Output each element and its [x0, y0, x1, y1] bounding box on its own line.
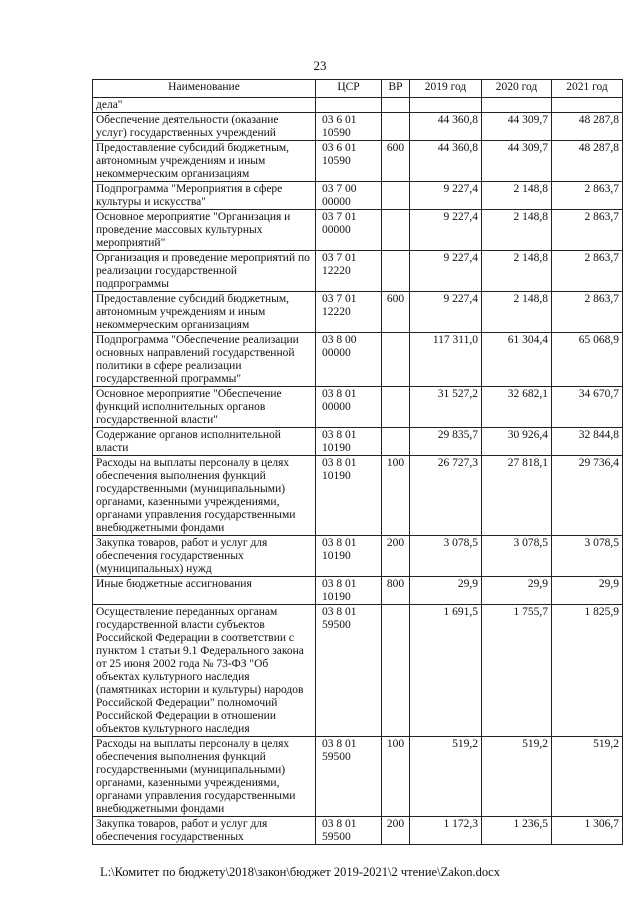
cell-csr: 03 8 00 00000 [316, 333, 382, 387]
cell-2020: 29,9 [482, 577, 552, 605]
table-row [93, 333, 623, 387]
cell-name: Закупка товаров, работ и услуг для обеспечения государственных [93, 817, 316, 845]
cell-vr: 200 [382, 536, 410, 577]
header-2021: 2021 год [552, 80, 623, 98]
cell-name: Содержание органов исполнительной власти [93, 428, 316, 456]
cell-name: Обеспечение деятельности (оказание услуг) государственных учреждений [93, 113, 316, 141]
cell-2019: 29 835,7 [410, 428, 482, 456]
cell-name: Основное мероприятие "Обеспечение функций исполнительных органов государственной власти" [93, 387, 316, 428]
header-2020: 2020 год [482, 80, 552, 98]
cell-2021: 48 287,8 [552, 113, 623, 141]
cell-csr: 03 8 01 10190 [316, 428, 382, 456]
cell-vr [382, 182, 410, 210]
cell-vr [382, 98, 410, 113]
cell-2019: 9 227,4 [410, 182, 482, 210]
cell-csr: 03 7 01 00000 [316, 210, 382, 251]
cell-vr: 800 [382, 577, 410, 605]
cell-2021: 519,2 [552, 737, 623, 817]
cell-2021: 34 670,7 [552, 387, 623, 428]
cell-2019 [410, 98, 482, 113]
cell-2021: 29,9 [552, 577, 623, 605]
cell-2020: 61 304,4 [482, 333, 552, 387]
cell-2021 [552, 98, 623, 113]
cell-name: Осуществление переданных органам государственной власти субъектов Российской Федерации в соответствии с пунктом 1 статьи 9.1 Федерального закона от 25 июня 2002 года № 73-ФЗ "Об объектах культурного наследия (памятниках истории и культуры) народов Российской Федерации" полномочий Российской Федерации в отношении объектов культурного наследия [93, 605, 316, 737]
cell-2019: 117 311,0 [410, 333, 482, 387]
cell-2021: 29 736,4 [552, 456, 623, 536]
cell-2019: 44 360,8 [410, 113, 482, 141]
table-row [93, 456, 623, 536]
cell-name: дела" [93, 98, 316, 113]
cell-2021: 2 863,7 [552, 292, 623, 333]
cell-name: Закупка товаров, работ и услуг для обеспечения государственных (муниципальных) нужд [93, 536, 316, 577]
cell-2021: 1 306,7 [552, 817, 623, 845]
cell-csr [316, 98, 382, 113]
table-header-row [93, 80, 623, 98]
cell-csr: 03 7 01 12220 [316, 292, 382, 333]
cell-2019: 9 227,4 [410, 292, 482, 333]
cell-2020: 44 309,7 [482, 113, 552, 141]
cell-2020: 2 148,8 [482, 182, 552, 210]
cell-2020: 2 148,8 [482, 251, 552, 292]
cell-2019: 3 078,5 [410, 536, 482, 577]
cell-vr: 100 [382, 456, 410, 536]
cell-2019: 26 727,3 [410, 456, 482, 536]
table-row [93, 577, 623, 605]
footer-file-path: L:\Комитет по бюджету\2018\закон\бюджет 2019-2021\2 чтение\Zakon.docx [100, 865, 500, 879]
cell-2021: 32 844,8 [552, 428, 623, 456]
cell-csr: 03 8 01 59500 [316, 605, 382, 737]
table-row [93, 737, 623, 817]
cell-2021: 2 863,7 [552, 182, 623, 210]
cell-csr: 03 8 01 59500 [316, 737, 382, 817]
page-number: 23 [313, 58, 327, 73]
cell-csr: 03 8 01 10190 [316, 536, 382, 577]
cell-2020: 519,2 [482, 737, 552, 817]
cell-name: Основное мероприятие "Организация и проведение массовых культурных мероприятий" [93, 210, 316, 251]
cell-2021: 2 863,7 [552, 251, 623, 292]
cell-2019: 9 227,4 [410, 210, 482, 251]
budget-table [92, 79, 623, 845]
cell-2019: 31 527,2 [410, 387, 482, 428]
cell-vr: 600 [382, 292, 410, 333]
cell-2020: 44 309,7 [482, 141, 552, 182]
cell-csr: 03 6 01 10590 [316, 141, 382, 182]
cell-vr [382, 333, 410, 387]
cell-name: Предоставление субсидий бюджетным, автономным учреждениям и иным некоммерческим организациям [93, 292, 316, 333]
cell-2021: 48 287,8 [552, 141, 623, 182]
table-row [93, 210, 623, 251]
cell-name: Иные бюджетные ассигнования [93, 577, 316, 605]
cell-vr: 200 [382, 817, 410, 845]
table-row [93, 251, 623, 292]
cell-2019: 9 227,4 [410, 251, 482, 292]
cell-2019: 29,9 [410, 577, 482, 605]
cell-2021: 65 068,9 [552, 333, 623, 387]
cell-vr: 600 [382, 141, 410, 182]
cell-name: Расходы на выплаты персоналу в целях обеспечения выполнения функций государственными (муниципальными) органами, казенными учреждениями, органами управления государственными внебюджетными фондами [93, 737, 316, 817]
table-row [93, 113, 623, 141]
cell-2019: 1 691,5 [410, 605, 482, 737]
cell-2020: 27 818,1 [482, 456, 552, 536]
cell-vr [382, 605, 410, 737]
cell-vr [382, 251, 410, 292]
table-body [93, 98, 623, 845]
cell-2019: 1 172,3 [410, 817, 482, 845]
cell-2020: 32 682,1 [482, 387, 552, 428]
cell-vr: 100 [382, 737, 410, 817]
cell-2020: 1 236,5 [482, 817, 552, 845]
table-row [93, 428, 623, 456]
table-row [93, 141, 623, 182]
cell-csr: 03 8 01 10190 [316, 456, 382, 536]
table-row [93, 182, 623, 210]
cell-2020: 30 926,4 [482, 428, 552, 456]
cell-vr [382, 113, 410, 141]
cell-vr [382, 387, 410, 428]
cell-name: Организация и проведение мероприятий по реализации государственной подпрограммы [93, 251, 316, 292]
cell-vr [382, 428, 410, 456]
table-row [93, 387, 623, 428]
cell-2019: 519,2 [410, 737, 482, 817]
cell-name: Подпрограмма "Мероприятия в сфере культуры и искусства" [93, 182, 316, 210]
cell-2020: 2 148,8 [482, 292, 552, 333]
table-row [93, 98, 623, 113]
cell-vr [382, 210, 410, 251]
cell-2020: 1 755,7 [482, 605, 552, 737]
cell-csr: 03 7 01 12220 [316, 251, 382, 292]
header-csr: ЦСР [316, 80, 382, 98]
table-row [93, 817, 623, 845]
cell-2021: 1 825,9 [552, 605, 623, 737]
cell-2020 [482, 98, 552, 113]
cell-2020: 2 148,8 [482, 210, 552, 251]
header-vr: ВР [382, 80, 410, 98]
cell-2021: 3 078,5 [552, 536, 623, 577]
header-name: Наименование [93, 80, 316, 98]
cell-name: Расходы на выплаты персоналу в целях обеспечения выполнения функций государственными (муниципальными) органами, казенными учреждениями, органами управления государственными внебюджетными фондами [93, 456, 316, 536]
cell-name: Подпрограмма "Обеспечение реализации основных направлений государственной политики в сфере реализации государственной программы" [93, 333, 316, 387]
cell-2021: 2 863,7 [552, 210, 623, 251]
header-2019: 2019 год [410, 80, 482, 98]
cell-2020: 3 078,5 [482, 536, 552, 577]
cell-2019: 44 360,8 [410, 141, 482, 182]
table-row [93, 536, 623, 577]
table-row [93, 292, 623, 333]
cell-csr: 03 8 01 59500 [316, 817, 382, 845]
table-row [93, 605, 623, 737]
cell-csr: 03 6 01 10590 [316, 113, 382, 141]
cell-csr: 03 8 01 10190 [316, 577, 382, 605]
cell-name: Предоставление субсидий бюджетным, автономным учреждениям и иным некоммерческим организациям [93, 141, 316, 182]
cell-csr: 03 8 01 00000 [316, 387, 382, 428]
cell-csr: 03 7 00 00000 [316, 182, 382, 210]
